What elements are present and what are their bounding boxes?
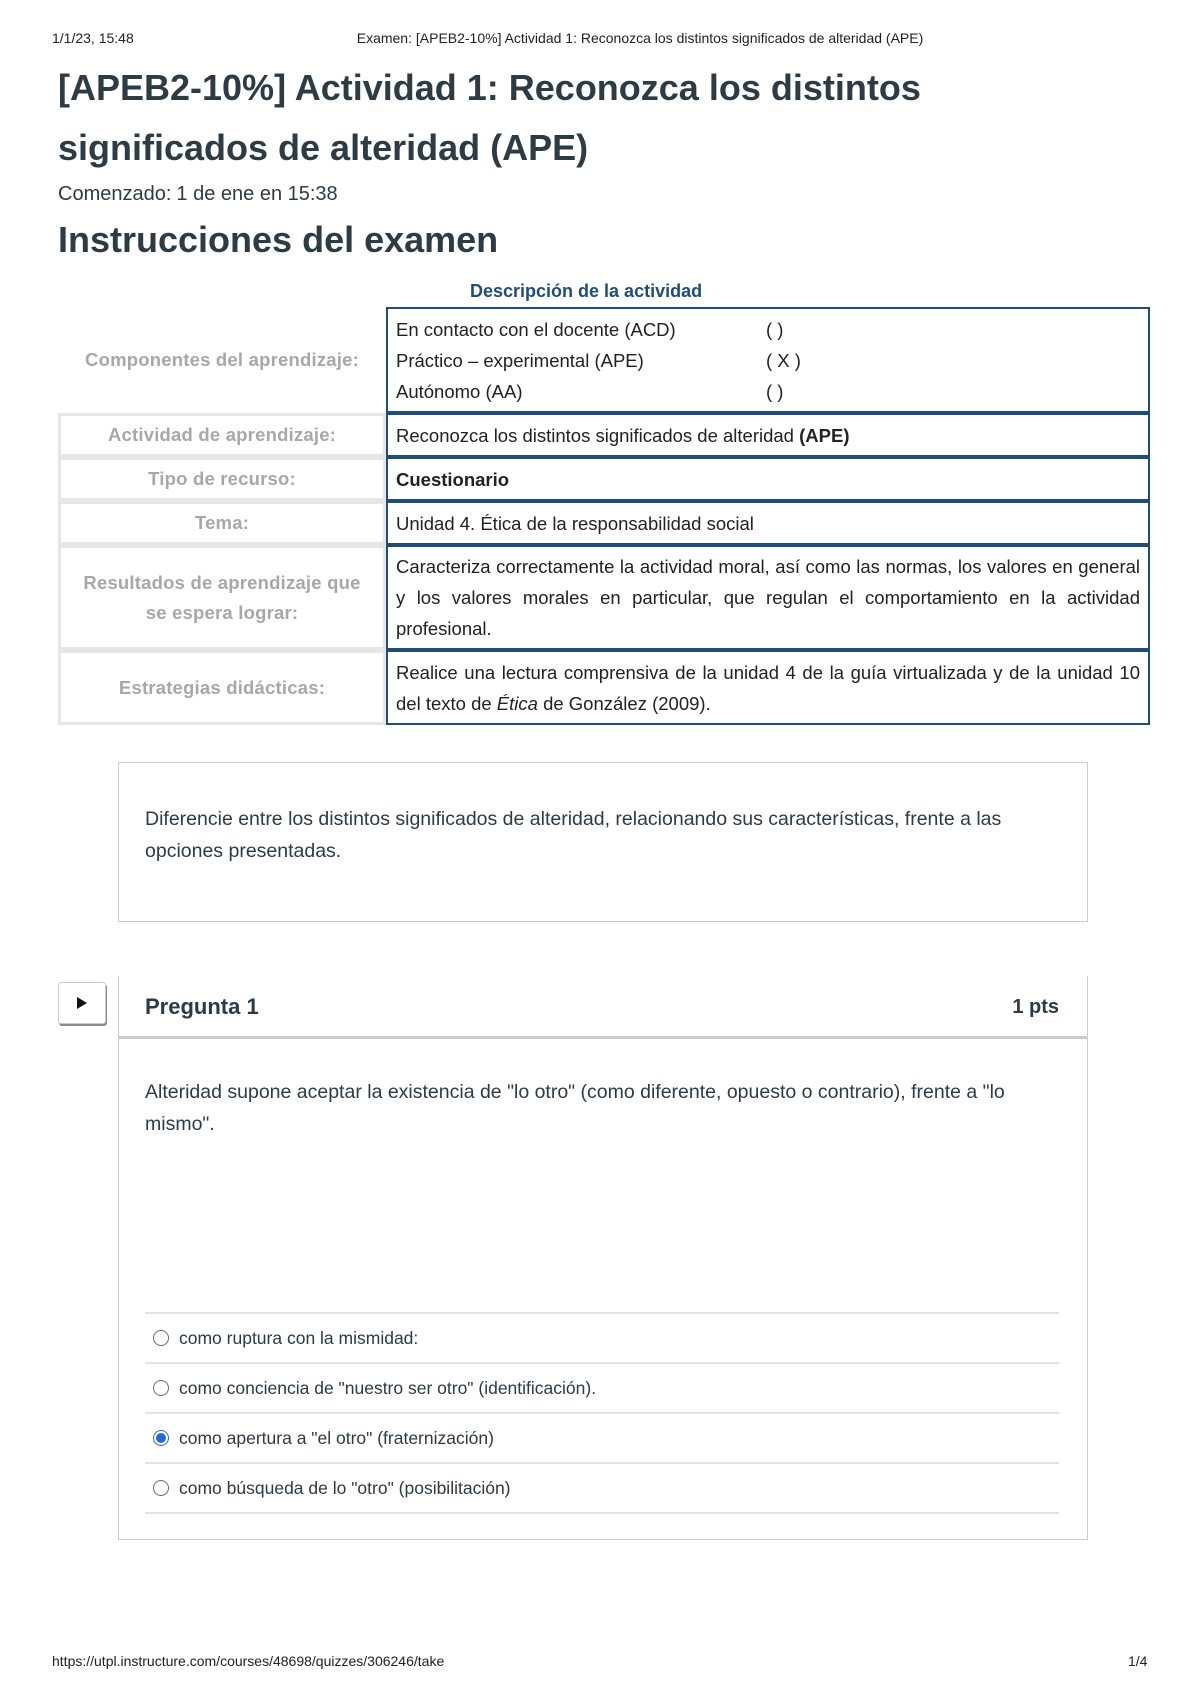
component-name: Autónomo (AA) — [396, 380, 523, 402]
description-caption: Descripción de la actividad — [470, 281, 703, 301]
component-row — [396, 376, 1140, 407]
answer-option[interactable] — [145, 1464, 1059, 1514]
radio-button[interactable] — [153, 1480, 169, 1496]
components-label: Componentes del aprendizaje: — [85, 349, 359, 370]
activity-tag: (APE) — [799, 424, 850, 446]
answer-label: como ruptura con la mismidad: — [179, 1327, 419, 1348]
question-name: Pregunta 1 — [145, 994, 259, 1019]
activity-label: Actividad de aprendizaje: — [58, 413, 386, 457]
table-row — [58, 650, 1150, 725]
strategies-value — [386, 650, 1150, 725]
table-row — [58, 457, 1150, 501]
component-row — [396, 314, 1140, 345]
table-row — [58, 413, 1150, 457]
answer-label: como conciencia de "nuestro ser otro" (identificación). — [179, 1377, 597, 1398]
resource-text: Cuestionario — [396, 468, 510, 490]
description-table — [58, 307, 1150, 725]
print-url: https://utpl.instructure.com/courses/48698/quizzes/306246/take — [52, 1653, 445, 1669]
activity-text: Reconozca los distintos significados de alteridad — [396, 424, 794, 446]
answer-option[interactable] — [145, 1364, 1059, 1414]
topic-label: Tema: — [58, 501, 386, 545]
topic-value: Unidad 4. Ética de la responsabilidad social — [386, 501, 1150, 545]
started-label: Comenzado: — [58, 183, 172, 205]
results-label: Resultados de aprendizaje que se espera lograr: — [58, 545, 386, 650]
strategies-text-post: de González (2009). — [543, 692, 711, 714]
answer-option[interactable] — [145, 1314, 1059, 1364]
answer-option[interactable] — [145, 1414, 1059, 1464]
print-datetime: 1/1/23, 15:48 — [52, 30, 134, 46]
question-box — [118, 976, 1088, 1540]
component-row — [396, 345, 1140, 376]
flag-question-button[interactable] — [58, 982, 106, 1024]
component-mark: ( ) — [766, 318, 784, 340]
intro-text-box — [118, 762, 1088, 922]
strategies-text-italic: Ética — [496, 692, 538, 714]
component-name: En contacto con el docente (ACD) — [396, 318, 676, 340]
resource-label: Tipo de recurso: — [58, 457, 386, 501]
table-row — [58, 545, 1150, 650]
components-value — [386, 307, 1150, 413]
question-text: Alteridad supone aceptar la existencia de "lo otro" (como diferente, opuesto o contrario), frente a "lo mismo". — [145, 1081, 1005, 1135]
print-doc-title: Examen: [APEB2-10%] Actividad 1: Reconozca los distintos significados de alteridad (APE) — [356, 30, 924, 46]
radio-button[interactable] — [153, 1330, 169, 1346]
component-mark: ( X ) — [766, 349, 801, 371]
strategies-label: Estrategias didácticas: — [58, 650, 386, 725]
strategies-text-pre: Realice una lectura comprensiva de la unidad 4 de la guía virtualizada y de la unidad 10 del texto de — [396, 661, 1140, 714]
component-mark: ( ) — [766, 380, 784, 402]
intro-text: Diferencie entre los distintos significados de alteridad, relacionando sus características, frente a las opciones presentadas. — [145, 808, 1002, 862]
started-value: 1 de ene en 15:38 — [176, 183, 338, 205]
radio-button[interactable] — [153, 1380, 169, 1396]
print-page-number: 1/4 — [1128, 1653, 1148, 1669]
component-name: Práctico – experimental (APE) — [396, 349, 644, 371]
question-points: 1 pts — [1012, 996, 1059, 1018]
question-header — [119, 976, 1087, 1039]
results-value: Caracteriza correctamente la actividad moral, así como las normas, los valores en general y los valores morales en particular, que regulan el comportamiento en la actividad profesional. — [386, 545, 1150, 650]
quiz-title: [APEB2-10%] Actividad 1: Reconozca los distintos significados de alteridad (APE) — [58, 67, 921, 168]
answer-label: como apertura a "el otro" (fraternización) — [179, 1427, 494, 1448]
activity-value — [386, 413, 1150, 457]
answer-label: como búsqueda de lo "otro" (posibilitación) — [179, 1477, 511, 1498]
table-row — [58, 307, 1150, 413]
table-row — [58, 501, 1150, 545]
radio-button-selected[interactable] — [153, 1430, 169, 1446]
play-triangle-icon — [76, 996, 88, 1010]
resource-value — [386, 457, 1150, 501]
started-info — [58, 183, 343, 206]
instructions-heading: Instrucciones del examen — [58, 219, 499, 260]
answer-list — [145, 1312, 1059, 1514]
